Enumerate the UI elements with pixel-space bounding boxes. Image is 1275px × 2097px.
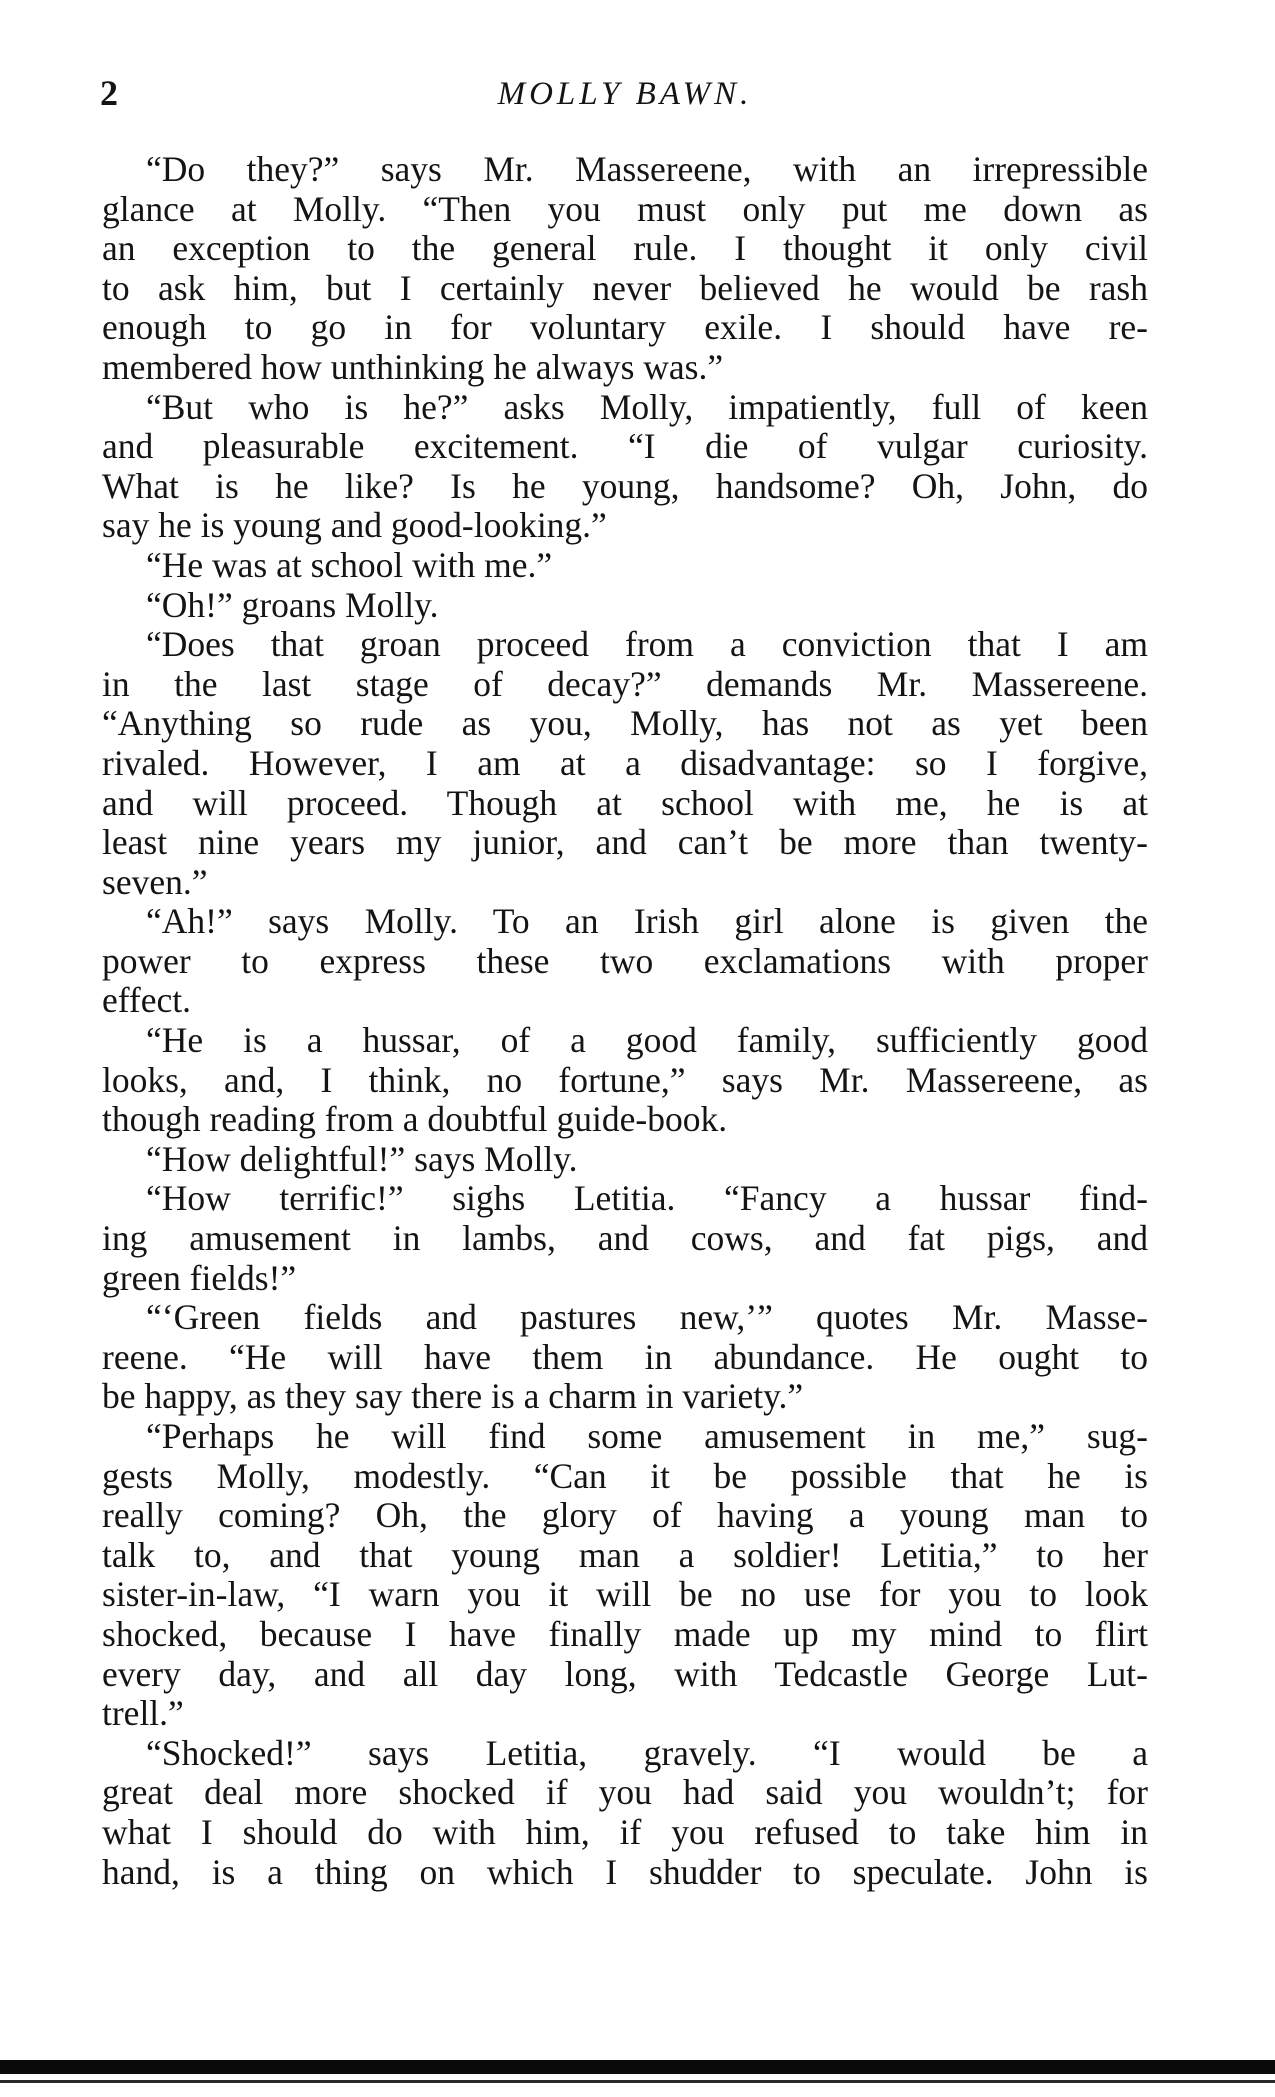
text-line: “He is a hussar, of a good family, sufficiently good: [146, 1020, 1148, 1061]
text-line: and pleasurable excitement. “I die of vulgar curiosity.: [102, 426, 1148, 467]
text-line: least nine years my junior, and can’t be more than twenty-: [102, 822, 1148, 863]
text-line: “‘Green fields and pastures new,’” quotes Mr. Masse-: [146, 1297, 1148, 1338]
text-line: “Anything so rude as you, Molly, has not as yet been: [102, 703, 1148, 744]
text-line: every day, and all day long, with Tedcastle George Lut-: [102, 1653, 1148, 1694]
text-line: “He was at school with me.”: [146, 544, 553, 585]
text-line: “Does that groan proceed from a conviction that I am: [146, 624, 1148, 665]
text-line: gests Molly, modestly. “Can it be possible that he is: [102, 1455, 1148, 1496]
text-line: trell.”: [102, 1693, 184, 1734]
text-line: power to express these two exclamations with proper: [102, 940, 1148, 981]
text-line: shocked, because I have finally made up my mind to flirt: [102, 1613, 1148, 1654]
text-line: “Oh!” groans Molly.: [146, 584, 439, 625]
text-line: say he is young and good-looking.”: [102, 505, 607, 546]
text-line: to ask him, but I certainly never believed he would be rash: [102, 267, 1148, 308]
text-line: What is he like? Is he young, handsome? Oh, John, do: [102, 465, 1148, 506]
text-line: hand, is a thing on which I shudder to speculate. John is: [102, 1851, 1148, 1892]
body-text: [102, 150, 1148, 1892]
text-line: seven.”: [102, 861, 208, 902]
text-line: though reading from a doubtful guide-book.: [102, 1099, 728, 1140]
text-line: “Ah!” says Molly. To an Irish girl alone is given the: [146, 901, 1148, 942]
text-line: rivaled. However, I am at a disadvantage: so I forgive,: [102, 742, 1148, 783]
text-line: sister-in-law, “I warn you it will be no use for you to look: [102, 1574, 1148, 1615]
text-line: be happy, as they say there is a charm in variety.”: [102, 1376, 804, 1417]
text-line: “But who is he?” asks Molly, impatiently, full of keen: [146, 386, 1148, 427]
text-line: ing amusement in lambs, and cows, and fat pigs, and: [102, 1218, 1148, 1259]
page-header: [100, 72, 1150, 122]
bottom-rule: [0, 2060, 1275, 2074]
text-line: glance at Molly. “Then you must only put me down as: [102, 188, 1148, 229]
bottom-rule-thin: [0, 2080, 1275, 2083]
text-line: talk to, and that young man a soldier! Letitia,” to her: [102, 1534, 1148, 1575]
text-line: “Perhaps he will find some amusement in me,” sug-: [146, 1416, 1148, 1456]
text-line: an exception to the general rule. I thought it only civil: [102, 228, 1148, 269]
text-line: what I should do with him, if you refused to take him in: [102, 1811, 1148, 1852]
text-line: “How terrific!” sighs Letitia. “Fancy a hussar find-: [146, 1178, 1148, 1219]
text-line: great deal more shocked if you had said you wouldn’t; for: [102, 1772, 1148, 1813]
text-line: effect.: [102, 980, 192, 1021]
text-line: enough to go in for voluntary exile. I should have re-: [102, 307, 1148, 348]
text-line: green fields!”: [102, 1257, 297, 1298]
text-line: really coming? Oh, the glory of having a young man to: [102, 1495, 1148, 1536]
running-title: MOLLY BAWN.: [497, 76, 753, 112]
text-line: membered how unthinking he always was.”: [102, 346, 724, 387]
text-line: “Do they?” says Mr. Massereene, with an irrepressible: [146, 149, 1148, 189]
text-line: in the last stage of decay?” demands Mr. Massereene.: [102, 663, 1148, 704]
text-line: “How delightful!” says Molly.: [146, 1138, 578, 1179]
text-line: reene. “He will have them in abundance. He ought to: [102, 1336, 1148, 1377]
text-line: “Shocked!” says Letitia, gravely. “I would be a: [146, 1732, 1148, 1773]
page-number: 2: [100, 73, 118, 113]
text-line: and will proceed. Though at school with me, he is at: [102, 782, 1148, 823]
text-line: looks, and, I think, no fortune,” says Mr. Massereene, as: [102, 1059, 1148, 1100]
